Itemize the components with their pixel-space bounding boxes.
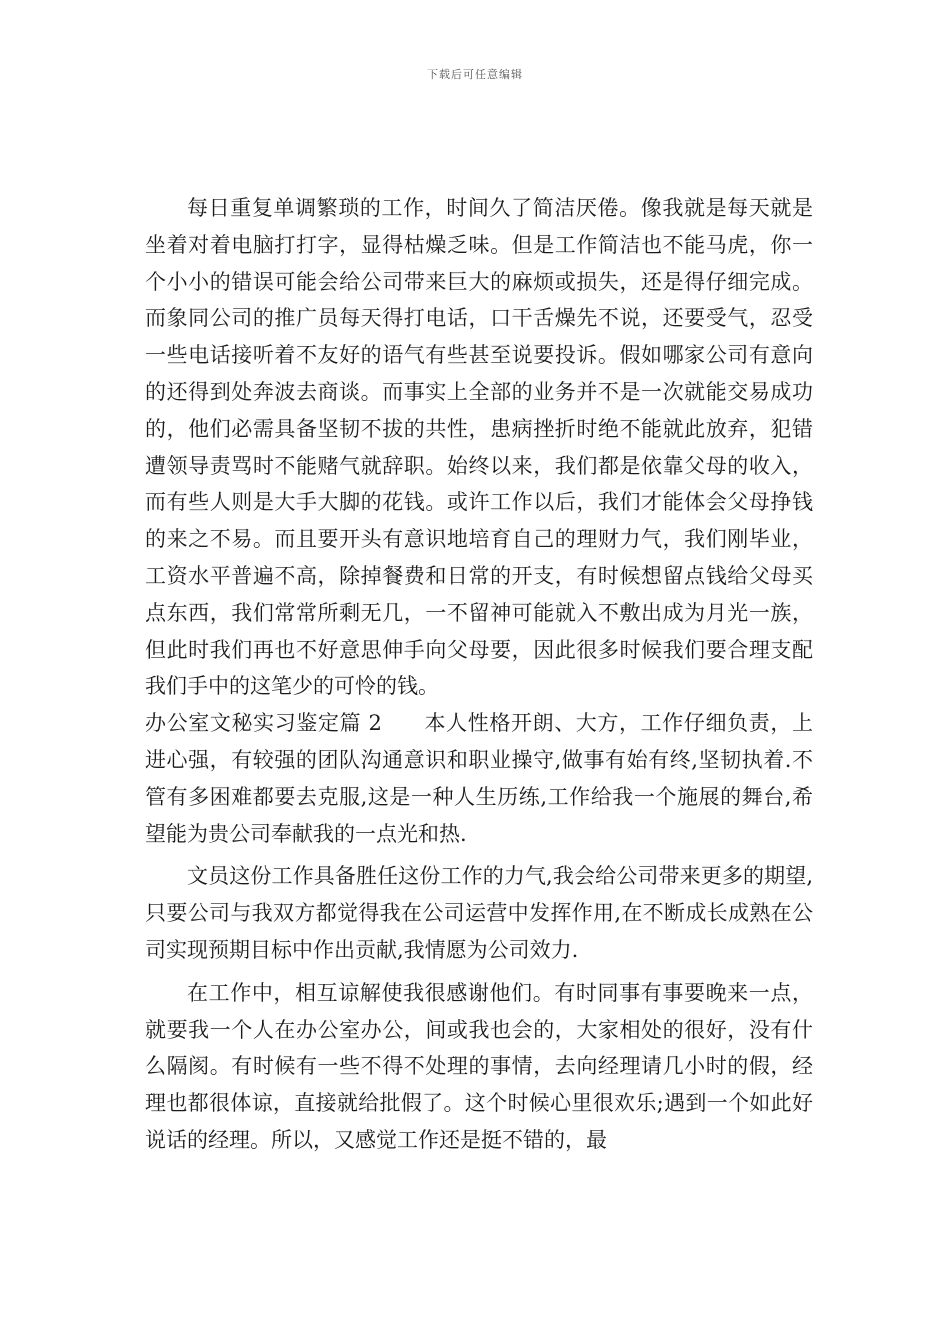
paragraph-1: 每日重复单调繁琐的工作，时间久了简洁厌倦。像我就是每天就是坐着对着电脑打打字，显得枯燥乏味。但是工作简洁也不能马虎，你一个小小的错误可能会给公司带来巨大的麻烦或损失，还是得仔细完成。而象同公司的推广员每天得打电话，口干舌燥先不说，还要受气，忍受一些电话接听着不友好的语气有些甚至说要投诉。假如哪家公司有意向的还得到处奔波去商谈。而事实上全部的业务并不是一次就能交易成功的，他们必需具备坚韧不拔的共性，患病挫折时绝不能就此放弃，犯错遭领导责骂时不能赌气就辞职。始终以来，我们都是依靠父母的收入，而有些人则是大手大脚的花钱。或许工作以后，我们才能体会父母挣钱的来之不易。而且要开头有意识地培育自己的理财力气，我们刚毕业，工资水平普遍不高，除掉餐费和日常的开支，有时候想留点钱给父母买点东西，我们常常所剩无几，一不留神可能就入不敷出成为月光一族，但此时我们再也不好意思伸手向父母要，因此很多时候我们要合理支配我们手中的这笔少的可怜的钱。 <box>145 196 813 699</box>
section-title: 办公室文秘实习鉴定篇 2 <box>145 711 382 736</box>
page-header: 下载后可任意编辑 <box>427 68 523 81</box>
section-paragraph <box>145 705 813 852</box>
section-intro: 本人性格开朗、大方，工作仔细负责，上进心强，有较强的团队沟通意识和职业操守,做事有始有终,坚韧执着.不管有多困难都要去克服,这是一种人生历练,工作给我一个施展的舞台,希望能为贵公司奉献我的一点光和热. <box>145 711 814 846</box>
document-body <box>145 190 813 1159</box>
paragraph-4: 在工作中，相互谅解使我很感谢他们。有时同事有事要晚来一点，就要我一个人在办公室办公，间或我也会的，大家相处的很好，没有什么隔阂。有时候有一些不得不处理的事情，去向经理请几小时的假，经理也都很体谅，直接就给批假了。这个时候心里很欢乐;遇到一个如此好说话的经理。所以，又感觉工作还是挺不错的，最 <box>145 980 813 1152</box>
paragraph-3: 文员这份工作具备胜任这份工作的力气,我会给公司带来更多的期望,只要公司与我双方都觉得我在公司运营中发挥作用,在不断成长成熟在公司实现预期目标中作出贡献,我情愿为公司效力. <box>145 864 813 962</box>
